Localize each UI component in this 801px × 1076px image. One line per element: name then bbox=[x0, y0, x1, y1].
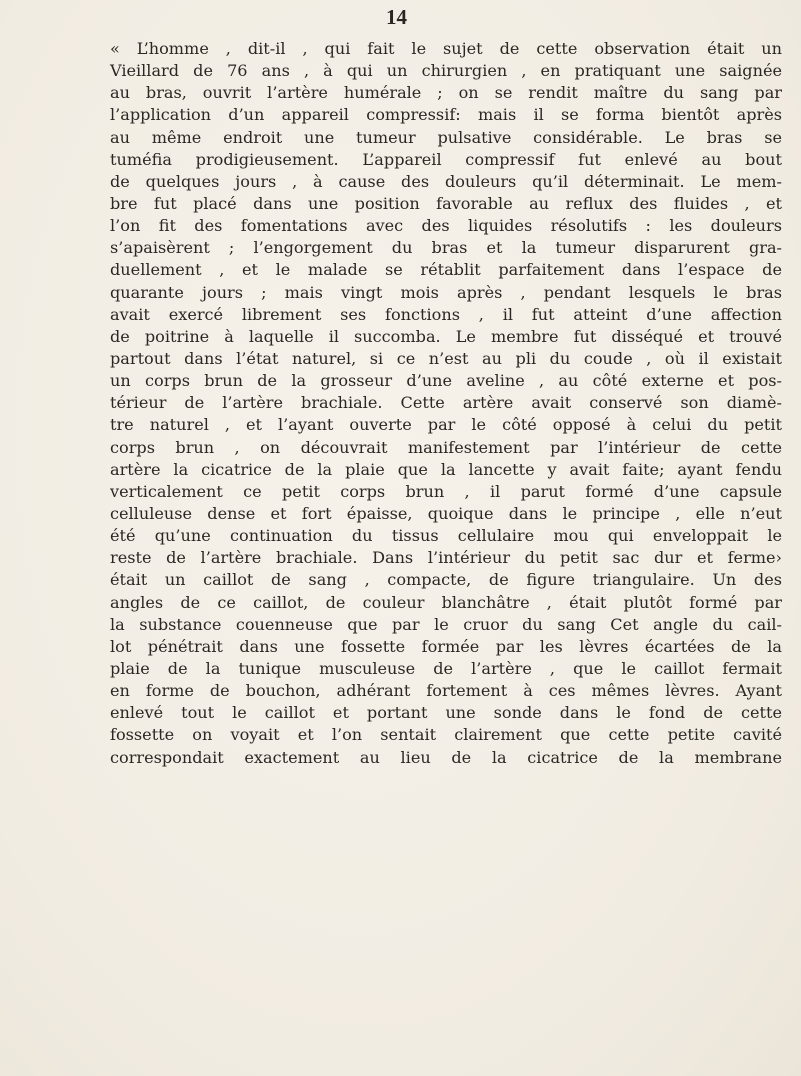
text-line: celluleuse dense et fort épaisse, quoique dans le principe , elle n’eut bbox=[110, 503, 782, 523]
text-line: correspondait exactement au lieu de la cicatrice de la membrane bbox=[110, 747, 782, 767]
text-line: était un caillot de sang , compacte, de figure triangulaire. Un des bbox=[110, 570, 782, 590]
text-line: angles de ce caillot, de couleur blanchâtre , était plutôt formé par bbox=[110, 592, 782, 612]
page-number: 14 bbox=[386, 5, 407, 29]
text-line: s’apaisèrent ; l’engorgement du bras et la tumeur disparurent gra- bbox=[110, 238, 782, 258]
text-line: Vieillard de 76 ans , à qui un chirurgien , en pratiquant une saignée bbox=[110, 61, 782, 81]
text-line: l’application d’un appareil compressif: mais il se forma bientôt après bbox=[110, 105, 782, 125]
text-line: bre fut placé dans une position favorable au reflux des fluides , et bbox=[110, 193, 782, 213]
text-line: « L’homme , dit-il , qui fait le sujet de cette observation était un bbox=[110, 39, 782, 58]
text-line: été qu’une continuation du tissus cellulaire mou qui enveloppait le bbox=[110, 526, 782, 546]
text-line: avait exercé librement ses fonctions , il fut atteint d’une affection bbox=[110, 304, 782, 324]
text-line: au même endroit une tumeur pulsative considérable. Le bras se bbox=[110, 127, 782, 147]
text-line: quarante jours ; mais vingt mois après , pendant lesquels le bras bbox=[110, 282, 782, 302]
text-line: au bras, ouvrit l’artère humérale ; on se rendit maître du sang par bbox=[110, 83, 782, 103]
text-line: térieur de l’artère brachiale. Cette artère avait conservé son diamè- bbox=[110, 393, 782, 413]
text-line: un corps brun de la grosseur d’une aveline , au côté externe et pos- bbox=[110, 371, 782, 391]
text-line: de quelques jours , à cause des douleurs qu’il déterminait. Le mem- bbox=[110, 171, 782, 191]
text-line: tuméfia prodigieusement. L’appareil compressif fut enlevé au bout bbox=[110, 149, 782, 169]
text-line: duellement , et le malade se rétablit parfaitement dans l’espace de bbox=[110, 260, 782, 280]
text-line: artère la cicatrice de la plaie que la lancette y avait faite; ayant fendu bbox=[110, 459, 782, 479]
text-line: verticalement ce petit corps brun , il parut formé d’une capsule bbox=[110, 481, 782, 501]
text-line: tre naturel , et l’ayant ouverte par le côté opposé à celui du petit bbox=[110, 415, 782, 435]
text-line: fossette on voyait et l’on sentait clairement que cette petite cavité bbox=[110, 725, 782, 745]
text-line: la substance couenneuse que par le cruor du sang Cet angle du cail- bbox=[110, 614, 782, 634]
text-line: corps brun , on découvrait manifestement par l’intérieur de cette bbox=[110, 437, 782, 457]
text-line: l’on fit des fomentations avec des liquides résolutifs : les douleurs bbox=[110, 216, 782, 236]
text-line: plaie de la tunique musculeuse de l’artère , que le caillot fermait bbox=[110, 658, 782, 678]
text-line: partout dans l’état naturel, si ce n’est au pli du coude , où il existait bbox=[110, 348, 782, 368]
text-line: de poitrine à laquelle il succomba. Le membre fut disséqué et trouvé bbox=[110, 326, 782, 346]
text-line: en forme de bouchon, adhérant fortement à ces mêmes lèvres. Ayant bbox=[110, 681, 782, 701]
text-line: enlevé tout le caillot et portant une sonde dans le fond de cette bbox=[110, 703, 782, 723]
body-text bbox=[110, 38, 782, 769]
text-line: lot pénétrait dans une fossette formée par les lèvres écartées de la bbox=[110, 636, 782, 656]
text-line: reste de l’artère brachiale. Dans l’intérieur du petit sac dur et ferme› bbox=[110, 548, 782, 568]
